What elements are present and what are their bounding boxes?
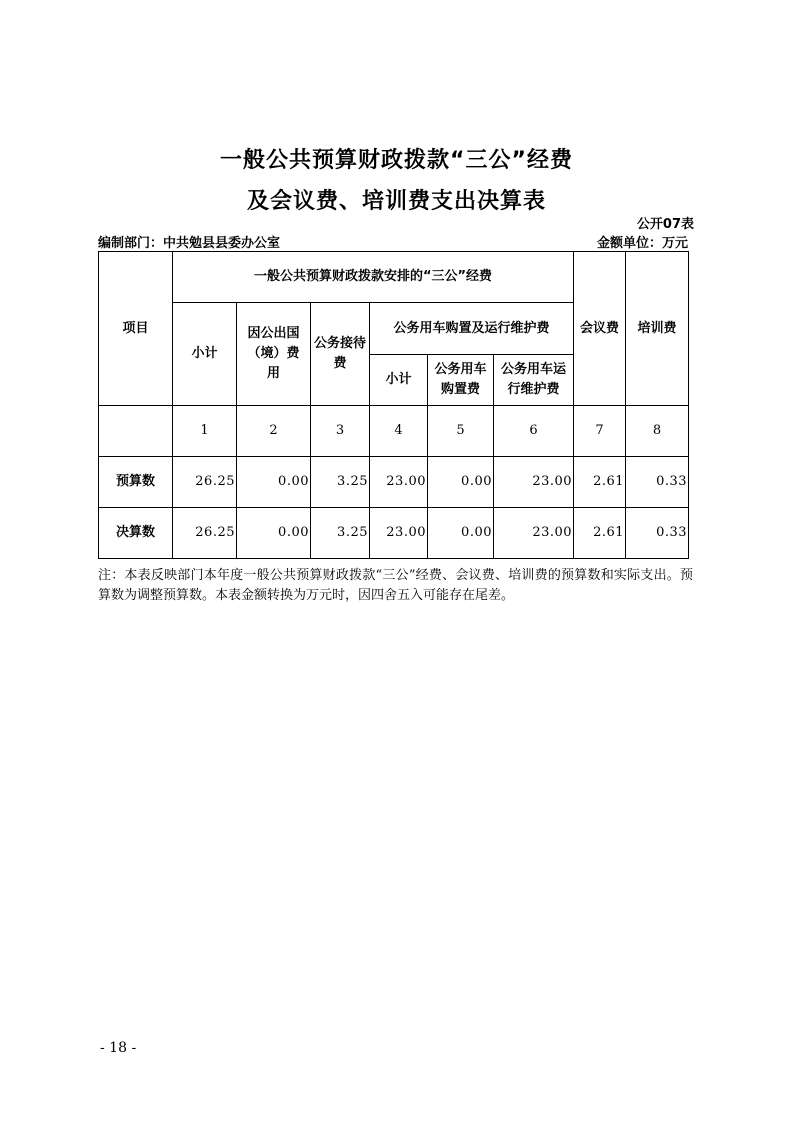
department-label: 编制部门：中共勉县县委办公室 — [98, 236, 281, 251]
column-index: 7 — [574, 406, 626, 457]
index-empty-cell — [99, 406, 173, 457]
row-label-actual: 决算数 — [99, 508, 173, 559]
header-vehicle-purchase: 公务用车购置费 — [428, 355, 494, 406]
cell-value: 23.00 — [494, 457, 574, 508]
cell-value: 0.00 — [237, 508, 311, 559]
column-index: 8 — [626, 406, 689, 457]
column-index: 6 — [494, 406, 574, 457]
cell-value: 0.33 — [626, 457, 689, 508]
cell-value: 0.00 — [237, 457, 311, 508]
cell-value: 0.33 — [626, 508, 689, 559]
header-vehicle-group: 公务用车购置及运行维护费 — [370, 303, 574, 355]
expense-table — [98, 251, 689, 559]
cell-value: 3.25 — [311, 508, 370, 559]
page-title-line2: 及会议费、培训费支出决算表 — [246, 189, 546, 214]
header-training: 培训费 — [626, 252, 689, 406]
header-subtotal: 小计 — [173, 303, 237, 406]
cell-value: 2.61 — [574, 508, 626, 559]
cell-value: 0.00 — [428, 508, 494, 559]
cell-value: 26.25 — [173, 508, 237, 559]
table-number: 公开07表 — [636, 217, 694, 232]
header-reception: 公务接待费 — [311, 303, 370, 406]
header-vehicle-operation: 公务用车运行维护费 — [494, 355, 574, 406]
column-index: 1 — [173, 406, 237, 457]
cell-value: 26.25 — [173, 457, 237, 508]
table-row-budget — [99, 457, 689, 508]
page-number: - 18 - — [100, 1040, 137, 1056]
table-meta-row — [98, 232, 688, 251]
table-note: 注：本表反映部门本年度一般公共预算财政拨款“三公”经费、会议费、培训费的预算数和实际支出。预算数为调整预算数。本表金额转换为万元时，因四舍五入可能存在尾差。 — [98, 568, 693, 603]
column-index: 4 — [370, 406, 428, 457]
cell-value: 0.00 — [428, 457, 494, 508]
cell-value: 3.25 — [311, 457, 370, 508]
amount-unit-label: 金额单位：万元 — [596, 236, 688, 251]
row-label-budget: 预算数 — [99, 457, 173, 508]
header-meeting: 会议费 — [574, 252, 626, 406]
table-row-actual — [99, 508, 689, 559]
header-vehicle-subtotal: 小计 — [370, 355, 428, 406]
header-three-public-group: 一般公共预算财政拨款安排的“三公”经费 — [173, 252, 574, 303]
column-index: 3 — [311, 406, 370, 457]
cell-value: 2.61 — [574, 457, 626, 508]
page-title-line1: 一般公共预算财政拨款“三公”经费 — [220, 148, 573, 173]
cell-value: 23.00 — [370, 508, 428, 559]
column-index: 2 — [237, 406, 311, 457]
cell-value: 23.00 — [494, 508, 574, 559]
cell-value: 23.00 — [370, 457, 428, 508]
header-overseas: 因公出国（境）费用 — [237, 303, 311, 406]
header-item: 项目 — [99, 252, 173, 406]
column-index: 5 — [428, 406, 494, 457]
